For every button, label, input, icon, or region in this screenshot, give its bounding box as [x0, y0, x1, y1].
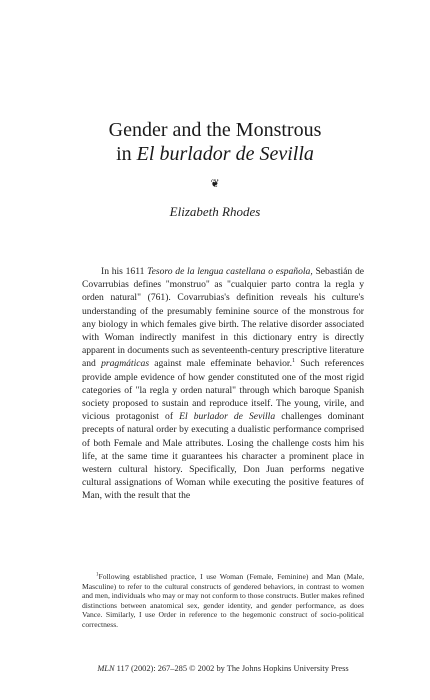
title-line-2-prefix: in	[116, 143, 137, 165]
body-italic-title: El burlador de Sevilla	[179, 411, 276, 423]
body-text-span: Such references provide ample evidence of how gender constituted one of the most rigid categories of "la regla y orden natural" through which baroque Spanish society proposed to sustain and reproduce itself. The young, virile, and vicious protagonist of	[82, 358, 364, 423]
body-text-span: challenges dominant precepts of natural order by executing a dualistic performance comprised of both Female and Male attributes. Losing the challenge costs him his life, at the same time it guarantees his character a prominent place in western cultural history. Specifically, Don Juan performs negative cultural assignations of Woman while executing the positive features of Man, with the result that the	[82, 411, 364, 502]
article-title	[0, 118, 430, 166]
footnote-text: Following established practice, I use Woman (Female, Feminine) and Man (Male, Masculine) to refer to the cultural constructs of gendered behaviors, in contrast to women and men, individuals who may or may not conform to those constructs. Butler makes refined distinctions between anatomical sex, gender identity, and gender performance, as does Vance. Similarly, I use Order in reference to the hegemonic construct of socio-political correctness.	[82, 572, 364, 629]
footnote	[82, 572, 364, 630]
body-italic-title: Tesoro de la lengua castellana o española,	[147, 266, 313, 277]
author-name: Elizabeth Rhodes	[169, 204, 261, 219]
page-footer-citation	[82, 664, 364, 674]
body-text-span: against male effeminate behavior.	[149, 358, 292, 370]
footnote-number: 1	[96, 572, 99, 578]
journal-name: MLN	[97, 664, 115, 673]
citation-text: 117 (2002): 267–285 © 2002 by The Johns Hopkins University Press	[114, 664, 349, 673]
fleuron-ornament-icon: ❦	[210, 177, 220, 190]
footnote-reference[interactable]: 1	[291, 358, 295, 365]
body-paragraph	[82, 265, 364, 503]
body-italic-term: pragmáticas	[101, 358, 150, 370]
title-line-1: Gender and the Monstrous	[108, 119, 322, 141]
title-line-2	[0, 142, 430, 166]
body-text-span: Sebastián de Covarrubias defines "monstruo" as "cualquier parto contra la regla y orden natural" (761). Covarrubias's definition reveals his culture's understanding of the presumably feminine source of the monstrous for any biology in which females give birth. The relative disorder associated with Woman indirectly manifest in this dictionary entry is directly apparent in documents such as seventeenth-century prescriptive literature and	[82, 266, 364, 370]
title-work-name: El burlador de Sevilla	[136, 143, 314, 165]
body-text-span: In his 1611	[101, 266, 148, 277]
